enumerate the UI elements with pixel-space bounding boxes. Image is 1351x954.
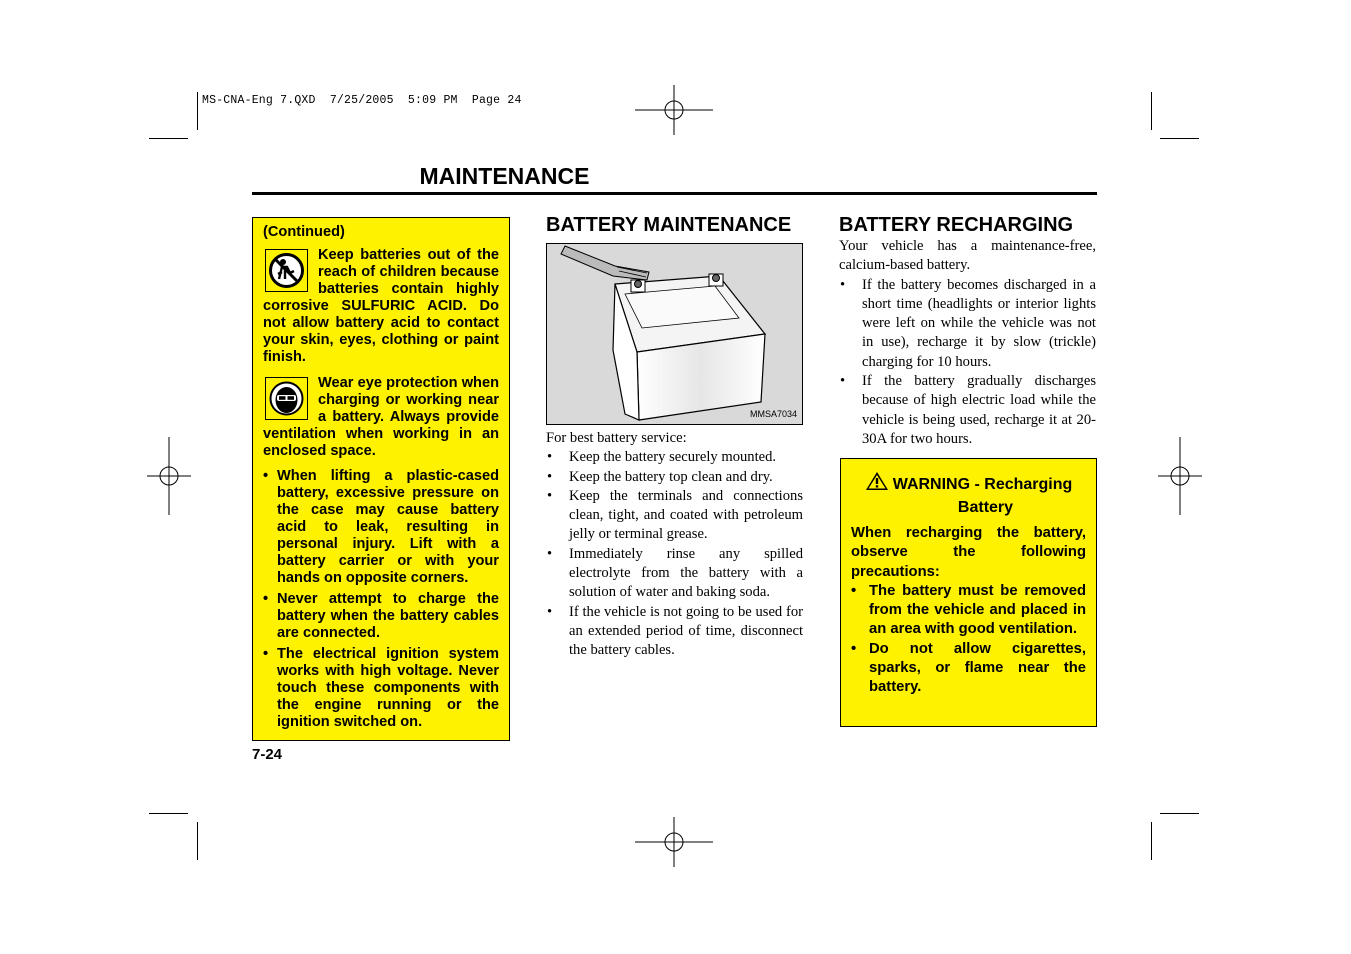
caution-box (252, 217, 510, 741)
registration-mark-bottom (635, 817, 713, 867)
list-item: • Do not allow cigarettes, sparks, or flame near the battery. (851, 640, 1086, 698)
list-item: • If the vehicle is not going to be used for an extended period of time, disconnect the battery cables. (546, 603, 803, 661)
battery-illustration (546, 243, 803, 425)
list-item: • Never attempt to charge the battery when the battery cables are connected. (263, 591, 499, 642)
warning-bullet-list (851, 582, 1086, 698)
battery-recharging-heading: BATTERY RECHARGING (839, 214, 1074, 236)
registration-mark-right (1158, 437, 1202, 515)
caution-paragraph-children (263, 247, 499, 366)
list-item: • Keep the battery securely mounted. (546, 448, 803, 467)
list-item: • If the battery gradually discharges because of high electric load while the vehicle is being used, recharge it at 20-30A for two hours. (839, 372, 1096, 449)
list-item: • Immediately rinse any spilled electrolyte from the battery with a solution of water and baking soda. (546, 545, 803, 603)
maintenance-bullet-list (546, 448, 803, 660)
registration-mark-left (147, 437, 191, 515)
recharging-bullet-list (839, 276, 1096, 450)
maintenance-intro: For best battery service: (546, 430, 687, 446)
warning-intro: When recharging the battery, observe the following precautions: (851, 525, 1086, 580)
list-item: • If the battery becomes discharged in a short time (headlights or interior lights were left on while the vehicle was not in use), recharge it by slow (trickle) charging for 10 hours. (839, 276, 1096, 372)
warning-title-line1: WARNING - Recharging (892, 476, 1073, 493)
list-item: • When lifting a plastic-cased battery, excessive pressure on the case may cause battery acid to leak, resulting in personal injury. Lift with a battery carrier or with your hands on opposite corners. (263, 468, 499, 587)
list-item: • Keep the terminals and connections clean, tight, and coated with petroleum jelly or terminal grease. (546, 487, 803, 545)
registration-mark-top (635, 85, 713, 135)
battery-maintenance-heading: BATTERY MAINTENANCE (546, 214, 792, 236)
figure-code: MMSA7034 (749, 409, 797, 419)
battery-recharging-text (839, 237, 1096, 449)
battery-drawing (547, 244, 802, 424)
list-item: • Keep the battery top clean and dry. (546, 468, 803, 487)
eye-protection-icon (265, 377, 308, 420)
no-children-icon (265, 249, 308, 292)
recharging-intro: Your vehicle has a maintenance-free, calcium-based battery. (839, 238, 1096, 274)
caution-paragraph-eye (263, 375, 499, 460)
continued-label: (Continued) (263, 224, 345, 240)
caution-text-children: Keep batteries out of the reach of children because batteries contain highly corrosive SULFURIC ACID. Do not allow battery acid to contact your skin, eyes, clothing or paint finish. (263, 247, 499, 365)
page-title: MAINTENANCE (419, 163, 590, 189)
battery-maintenance-text (546, 429, 803, 661)
caution-bullet-list (263, 468, 499, 731)
caution-text-eye: Wear eye protection when charging or working near a battery. Always provide ventilation when working in an enclosed space. (263, 375, 499, 459)
print-slug: MS-CNA-Eng 7.QXD 7/25/2005 5:09 PM Page 24 (202, 94, 522, 107)
warning-title-line2: Battery (957, 499, 1014, 516)
warning-title (851, 471, 1086, 518)
list-item: • The battery must be removed from the vehicle and placed in an area with good ventilation. (851, 582, 1086, 640)
warning-box (840, 458, 1097, 727)
list-item: • The electrical ignition system works with high voltage. Never touch these components with the engine running or the ignition switched on. (263, 646, 499, 731)
warning-triangle-icon (865, 471, 889, 497)
title-rule (252, 192, 1097, 195)
page-number: 7-24 (252, 746, 283, 763)
